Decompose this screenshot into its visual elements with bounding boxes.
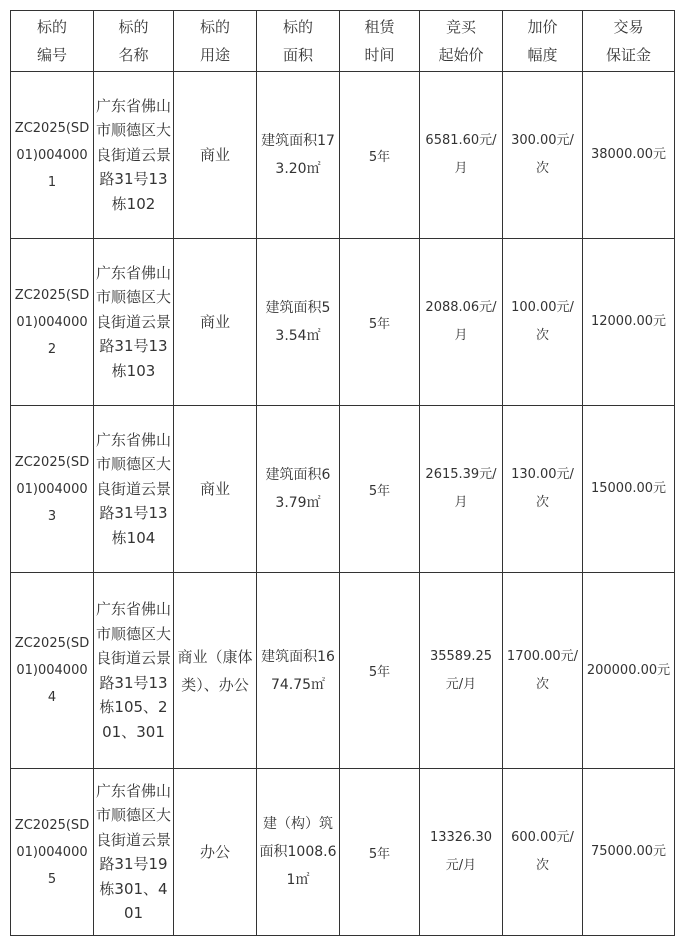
increment-cell: 1700.00元/次 (503, 573, 583, 769)
lot-area-cell: 建筑面积53.54㎡ (257, 239, 340, 406)
table-row (11, 573, 675, 769)
table-row (11, 406, 675, 573)
lot-id-cell: ZC2025(SD01)0040004 (11, 573, 94, 769)
lot-name-cell: 广东省佛山市顺德区大良街道云景路31号13栋103 (94, 239, 174, 406)
deposit-cell: 15000.00元 (583, 406, 675, 573)
start-price-cell: 35589.25元/月 (420, 573, 503, 769)
deposit-cell: 38000.00元 (583, 72, 675, 239)
lot-id-cell: ZC2025(SD01)0040003 (11, 406, 94, 573)
table-row (11, 72, 675, 239)
header-lease-term: 租赁 时间 (340, 11, 420, 72)
lot-id-cell: ZC2025(SD01)0040001 (11, 72, 94, 239)
lot-id-cell: ZC2025(SD01)0040002 (11, 239, 94, 406)
lot-area-cell: 建（构）筑面积1008.61㎡ (257, 769, 340, 936)
table-row (11, 239, 675, 406)
header-increment: 加价 幅度 (503, 11, 583, 72)
lot-name-cell: 广东省佛山市顺德区大良街道云景路31号13栋105、201、301 (94, 573, 174, 769)
increment-cell: 300.00元/次 (503, 72, 583, 239)
lot-area-cell: 建筑面积1674.75㎡ (257, 573, 340, 769)
lot-table (10, 10, 675, 936)
lot-name-cell: 广东省佛山市顺德区大良街道云景路31号19栋301、401 (94, 769, 174, 936)
lot-use-cell: 商业 (174, 72, 257, 239)
lot-use-cell: 商业（康体类）、办公 (174, 573, 257, 769)
lot-use-cell: 商业 (174, 239, 257, 406)
increment-cell: 100.00元/次 (503, 239, 583, 406)
lot-area-cell: 建筑面积173.20㎡ (257, 72, 340, 239)
lot-use-cell: 商业 (174, 406, 257, 573)
increment-cell: 130.00元/次 (503, 406, 583, 573)
lease-term-cell: 5年 (340, 239, 420, 406)
header-lot-id: 标的 编号 (11, 11, 94, 72)
deposit-cell: 12000.00元 (583, 239, 675, 406)
lot-id-cell: ZC2025(SD01)0040005 (11, 769, 94, 936)
deposit-cell: 75000.00元 (583, 769, 675, 936)
lot-name-cell: 广东省佛山市顺德区大良街道云景路31号13栋102 (94, 72, 174, 239)
start-price-cell: 13326.30元/月 (420, 769, 503, 936)
header-lot-area: 标的 面积 (257, 11, 340, 72)
table-row (11, 769, 675, 936)
header-start-price: 竞买 起始价 (420, 11, 503, 72)
lot-use-cell: 办公 (174, 769, 257, 936)
header-lot-name: 标的 名称 (94, 11, 174, 72)
lot-area-cell: 建筑面积63.79㎡ (257, 406, 340, 573)
lease-term-cell: 5年 (340, 573, 420, 769)
header-lot-use: 标的 用途 (174, 11, 257, 72)
start-price-cell: 6581.60元/月 (420, 72, 503, 239)
deposit-cell: 200000.00元 (583, 573, 675, 769)
start-price-cell: 2088.06元/月 (420, 239, 503, 406)
lease-term-cell: 5年 (340, 72, 420, 239)
header-row (11, 11, 675, 72)
header-deposit: 交易 保证金 (583, 11, 675, 72)
lease-term-cell: 5年 (340, 406, 420, 573)
lease-term-cell: 5年 (340, 769, 420, 936)
lot-name-cell: 广东省佛山市顺德区大良街道云景路31号13栋104 (94, 406, 174, 573)
increment-cell: 600.00元/次 (503, 769, 583, 936)
start-price-cell: 2615.39元/月 (420, 406, 503, 573)
